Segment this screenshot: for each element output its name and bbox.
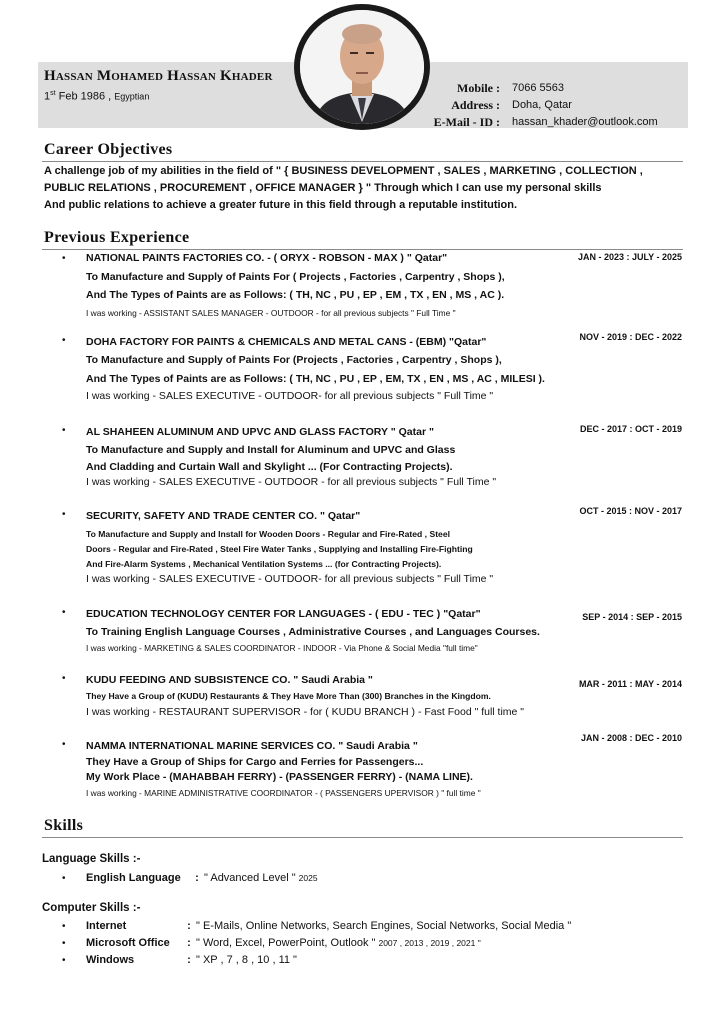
objective-line: A challenge job of my abilities in the field of " { BUSINESS DEVELOPMENT , SALES , MARKETING , COLLECTION , (44, 165, 643, 177)
portrait-illustration (300, 10, 424, 124)
divider (42, 837, 683, 838)
job-entry (62, 733, 682, 800)
bullet: • (62, 607, 66, 618)
job-description: To Training English Language Courses , Administrative Courses , and Languages Courses. (86, 626, 540, 638)
section-title-skills: Skills (44, 817, 84, 834)
contact-row-address (420, 97, 658, 114)
bullet: • (62, 921, 66, 932)
contact-label: Mobile : (457, 81, 500, 95)
job-description: And Cladding and Curtain Wall and Skylight ... (For Contracting Projects). (86, 461, 453, 473)
job-description: They Have a Group of (KUDU) Restaurants & They Have More Than (300) Branches in the Kingdom. (86, 691, 491, 701)
contact-value: 7066 5563 (512, 82, 564, 94)
objective-line: PUBLIC RELATIONS , PROCUREMENT , OFFICE MANAGER } " Through which I can use my personal skills (44, 182, 602, 194)
job-entry (62, 334, 682, 404)
objective-line: And public relations to achieve a greater future in this field through a reputable institution. (44, 199, 518, 211)
job-description: To Manufacture and Supply of Paints For ( Projects , Factories , Carpentry , Shops ), (86, 271, 505, 283)
contact-value[interactable]: hassan_khader@outlook.com (512, 116, 658, 128)
profile-photo-inner (300, 10, 424, 124)
bullet: • (62, 253, 66, 264)
job-entry (62, 606, 682, 656)
skill-name: Microsoft Office (86, 937, 170, 949)
job-description: To Manufacture and Supply and Install for Wooden Doors - Regular and Fire-Rated , Steel (86, 529, 450, 539)
language-skills-heading: Language Skills :- (42, 853, 141, 865)
job-entry (62, 672, 682, 722)
candidate-name: Hassan Mohamed Hassan Khader (44, 68, 273, 84)
job-description: To Manufacture and Supply and Install for Aluminum and UPVC and Glass (86, 444, 456, 456)
job-description: To Manufacture and Supply of Paints For (Projects , Factories , Carpentry , Shops ), (86, 354, 502, 366)
bullet: • (62, 938, 66, 949)
objective-text (44, 163, 684, 214)
contact-label: E-Mail - ID : (433, 115, 500, 129)
skill-name: Windows (86, 954, 135, 966)
job-role: I was working - SALES EXECUTIVE - OUTDOOR- for all previous subjects " Full Time " (86, 573, 494, 585)
job-title: EDUCATION TECHNOLOGY CENTER FOR LANGUAGES - ( EDU - TEC ) "Qatar" (86, 608, 481, 620)
computer-skill-row (62, 954, 297, 966)
bullet: • (62, 955, 66, 966)
job-title: DOHA FACTORY FOR PAINTS & CHEMICALS AND METAL CANS - (EBM) "Qatar" (86, 336, 487, 348)
section-title-experience: Previous Experience (44, 229, 190, 246)
computer-skill-row (62, 920, 571, 932)
job-description: Doors - Regular and Fire-Rated , Steel Fire Water Tanks , Supplying and Installing Fire-Fighting (86, 544, 473, 554)
bullet: • (62, 509, 66, 520)
language-skill-row (62, 872, 318, 884)
skill-value: " XP , 7 , 8 , 10 , 11 " (196, 954, 297, 966)
job-entry (62, 424, 682, 494)
job-role: I was working - SALES EXECUTIVE - OUTDOOR - for all previous subjects " Full Time " (86, 476, 497, 488)
section-title-objectives: Career Objectives (44, 141, 173, 158)
job-dates: JAN - 2008 : DEC - 2010 (580, 733, 682, 743)
skill-name: Internet (86, 920, 127, 932)
job-description: And Fire-Alarm Systems , Mechanical Ventilation Systems ... (for Contracting Projects). (86, 559, 442, 569)
skill-separator: : (187, 954, 191, 966)
job-title: NATIONAL PAINTS FACTORIES CO. - ( ORYX - ROBSON - MAX ) " Qatar" (86, 252, 448, 264)
job-title: AL SHAHEEN ALUMINUM AND UPVC AND GLASS FACTORY " Qatar " (86, 426, 434, 438)
job-dates: MAR - 2011 : MAY - 2014 (578, 679, 682, 689)
skill-value: " Word, Excel, PowerPoint, Outlook " (196, 937, 376, 949)
job-description: My Work Place - (MAHABBAH FERRY) - (PASSENGER FERRY) - (NAMA LINE). (86, 771, 473, 783)
job-role: I was working - SALES EXECUTIVE - OUTDOOR- for all previous subjects " Full Time " (86, 390, 494, 402)
skill-note: 2007 , 2013 , 2019 , 2021 " (378, 938, 481, 948)
bullet: • (62, 739, 66, 750)
computer-skills-heading: Computer Skills :- (42, 902, 141, 914)
contact-label: Address : (451, 98, 500, 112)
job-dates: OCT - 2015 : NOV - 2017 (579, 506, 682, 516)
contact-row-email (420, 114, 658, 131)
job-role: I was working - ASSISTANT SALES MANAGER - OUTDOOR - for all previous subjects " Full Time " (86, 308, 456, 318)
bullet: • (62, 335, 66, 346)
bullet: • (62, 673, 66, 684)
skill-value: " E-Mails, Online Networks, Search Engines, Social Networks, Social Media " (196, 920, 572, 932)
job-description: And The Types of Paints are as Follows: ( TH, NC , PU , EP , EM, TX , EN , MS , AC , MILESI ). (86, 373, 545, 385)
job-description: They Have a Group of Ships for Cargo and Ferries for Passengers... (86, 756, 424, 768)
job-title: KUDU FEEDING AND SUBSISTENCE CO. " Saudi Arabia " (86, 674, 373, 686)
computer-skill-row (62, 937, 481, 949)
skill-name: English Language (86, 872, 181, 884)
job-title: SECURITY, SAFETY AND TRADE CENTER CO. " Qatar" (86, 510, 361, 522)
date-of-birth (44, 90, 149, 103)
job-entry (62, 252, 682, 322)
skill-value: " Advanced Level " (204, 872, 296, 884)
contact-value: Doha, Qatar (512, 99, 572, 111)
skill-separator: : (187, 937, 191, 949)
job-title: NAMMA INTERNATIONAL MARINE SERVICES CO. " Saudi Arabia " (86, 740, 418, 752)
job-dates: SEP - 2014 : SEP - 2015 (582, 612, 682, 622)
skill-separator: : (195, 872, 199, 884)
job-dates: DEC - 2017 : OCT - 2019 (579, 424, 682, 434)
divider (42, 249, 683, 250)
job-role: I was working - MARKETING & SALES COORDINATOR - INDOOR - Via Phone & Social Media "full time" (86, 643, 478, 653)
job-role: I was working - RESTAURANT SUPERVISOR - for ( KUDU BRANCH ) - Fast Food " full time " (86, 706, 525, 718)
nationality: Egyptian (114, 91, 150, 102)
dob-rest: Feb 1986 , (55, 90, 115, 103)
job-dates: NOV - 2019 : DEC - 2022 (579, 332, 682, 342)
job-dates: JAN - 2023 : JULY - 2025 (577, 252, 682, 262)
dob-ordinal: st (50, 90, 56, 97)
job-entry (62, 508, 682, 588)
job-role: I was working - MARINE ADMINISTRATIVE COORDINATOR - ( PASSENGERS UPERVISOR ) " full time " (86, 788, 481, 798)
skill-note: 2025 (298, 873, 318, 883)
profile-photo (294, 4, 430, 130)
bullet: • (62, 425, 66, 436)
contact-block (420, 80, 658, 131)
job-description: And The Types of Paints are as Follows: ( TH, NC , PU , EP , EM , TX , EN , MS , AC ). (86, 289, 505, 301)
skill-separator: : (187, 920, 191, 932)
divider (42, 161, 683, 162)
contact-row-mobile (420, 80, 658, 97)
bullet: • (62, 873, 66, 884)
dob-day: 1 (44, 90, 51, 103)
